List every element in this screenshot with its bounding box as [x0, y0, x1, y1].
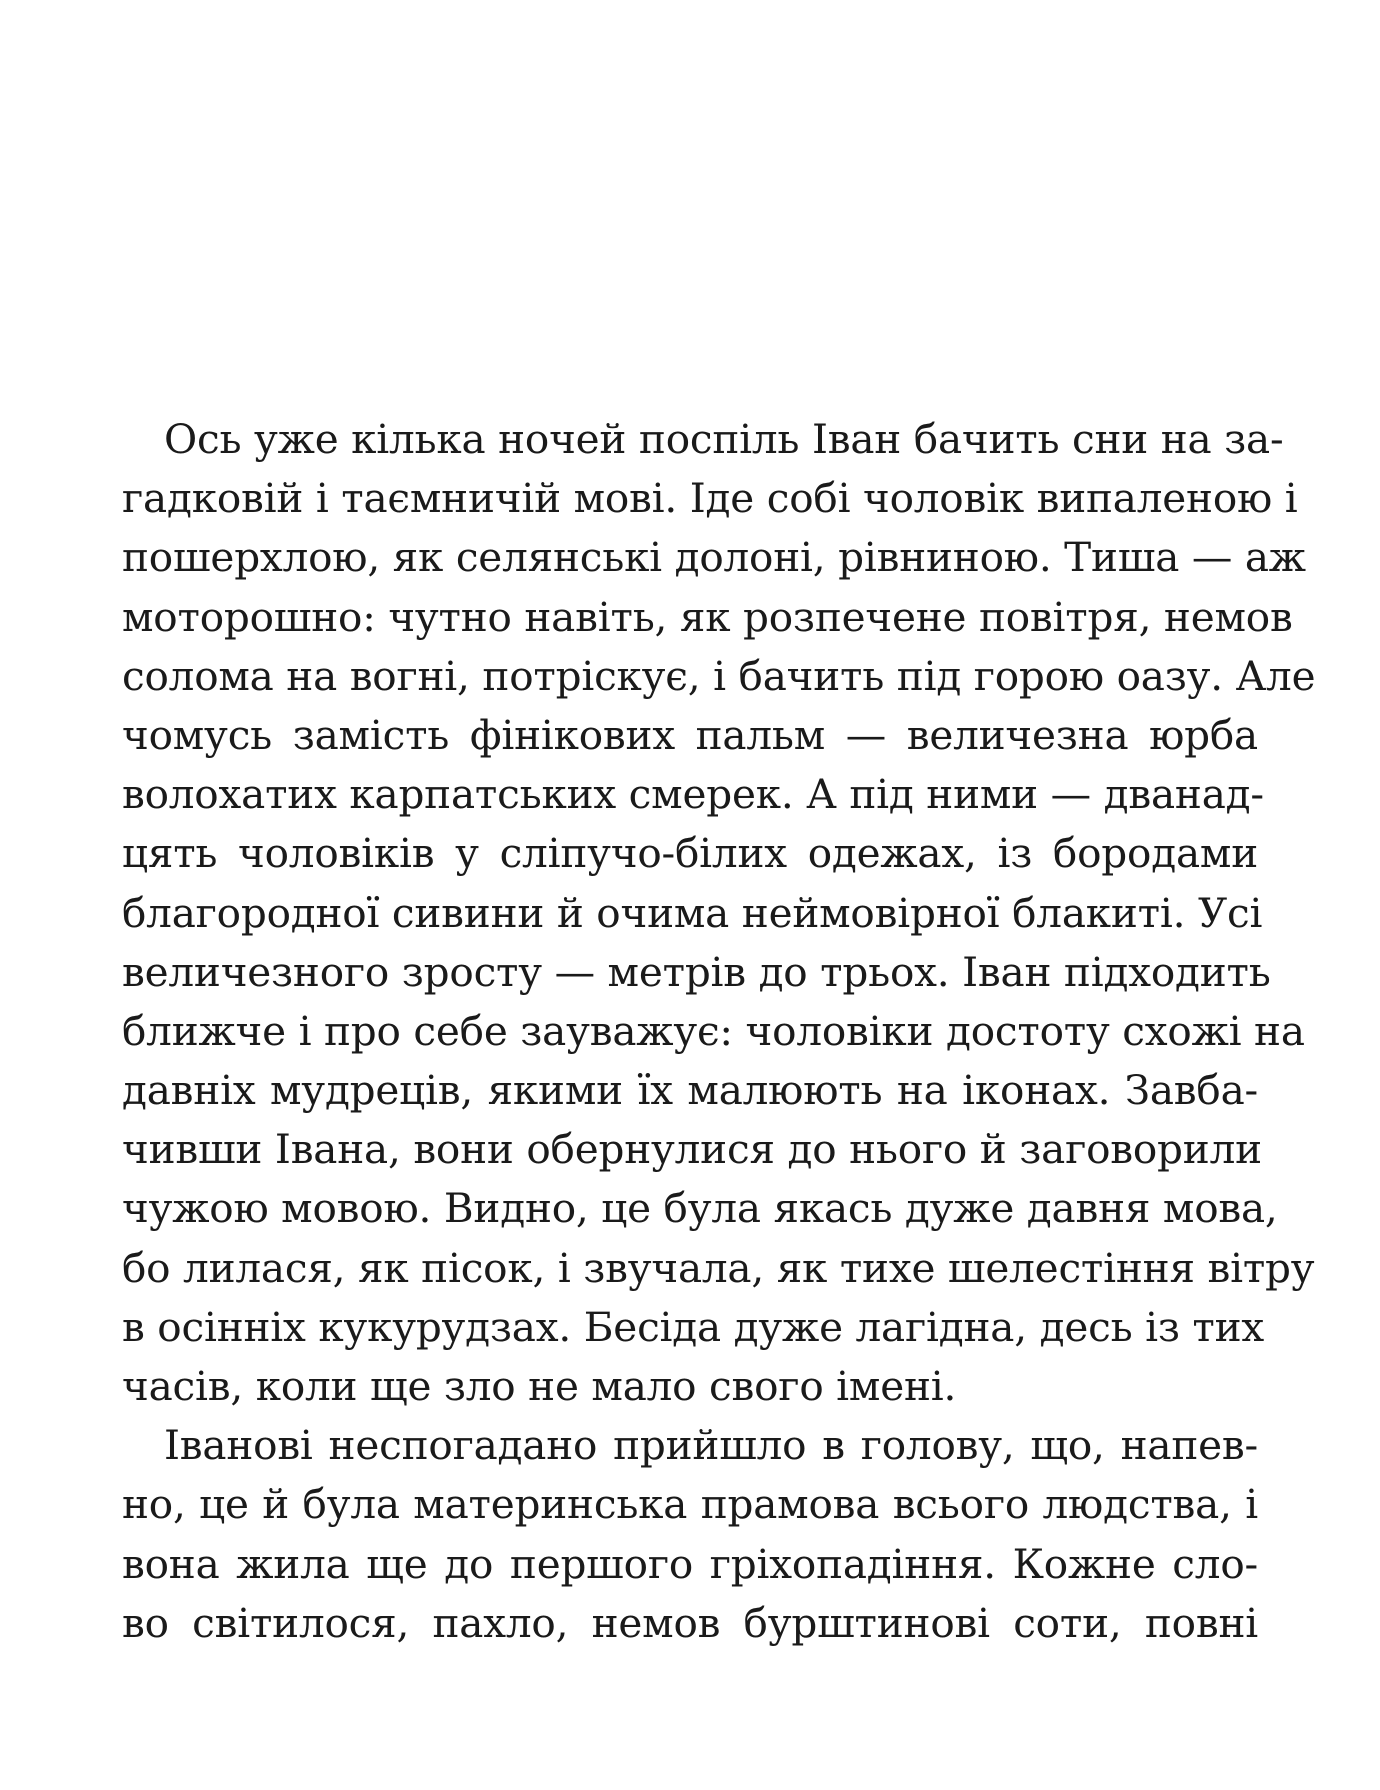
- text-line: гадковій і таємничій мові. Іде собі чоловік випаленою і: [122, 474, 1298, 523]
- paragraph-2: [122, 1416, 1258, 1653]
- text-line: солома на вогні, потріскує, і бачить під горою оазу. Але: [122, 651, 1316, 700]
- text-line: пошерхлою, як селянські долоні, рівниною. Тиша — аж: [122, 533, 1306, 582]
- text-line: Іванові неспогадано прийшло в голову, що, напев-: [164, 1421, 1258, 1470]
- text-line: давніх мудреців, якими їх малюють на іконах. Завба-: [122, 1066, 1258, 1115]
- text-line: цять чоловіків у сліпучо-білих одежах, із бородами: [122, 829, 1258, 878]
- text-line: величезного зросту — метрів до трьох. Іван підходить: [122, 947, 1271, 996]
- text-line: чомусь замість фінікових пальм — величезна юрба: [122, 710, 1258, 759]
- text-line: часів, коли ще зло не мало свого імені.: [122, 1362, 957, 1410]
- paragraph-1: [122, 410, 1316, 1416]
- text-line: благородної сивини й очима неймовірної блакиті. Усі: [122, 888, 1263, 937]
- text-line: во світилося, пахло, немов бурштинові соти, повні: [122, 1598, 1258, 1647]
- text-line: ближче і про себе зауважує: чоловіки достоту схожі на: [122, 1006, 1305, 1055]
- text-line: чивши Івана, вони обернулися до нього й заговорили: [122, 1125, 1262, 1174]
- text-line: вона жила ще до першого гріхопадіння. Кожне сло-: [122, 1539, 1258, 1588]
- text-line: в осінніх кукурудзах. Бесіда дуже лагідна, десь із тих: [122, 1302, 1265, 1351]
- text-line: волохатих карпатських смерек. А під ними — дванад-: [122, 770, 1264, 819]
- text-line: но, це й була материнська прамова всього людства, і: [122, 1480, 1258, 1529]
- text-line: бо лилася, як пісок, і звучала, як тихе шелестіння вітру: [122, 1243, 1315, 1292]
- text-line: Ось уже кілька ночей поспіль Іван бачить сни на за-: [164, 415, 1284, 463]
- text-line: моторошно: чутно навіть, як розпечене повітря, немов: [122, 592, 1293, 641]
- body-text: [122, 410, 1316, 1653]
- text-line: чужою мовою. Видно, це була якась дуже давня мова,: [122, 1184, 1278, 1233]
